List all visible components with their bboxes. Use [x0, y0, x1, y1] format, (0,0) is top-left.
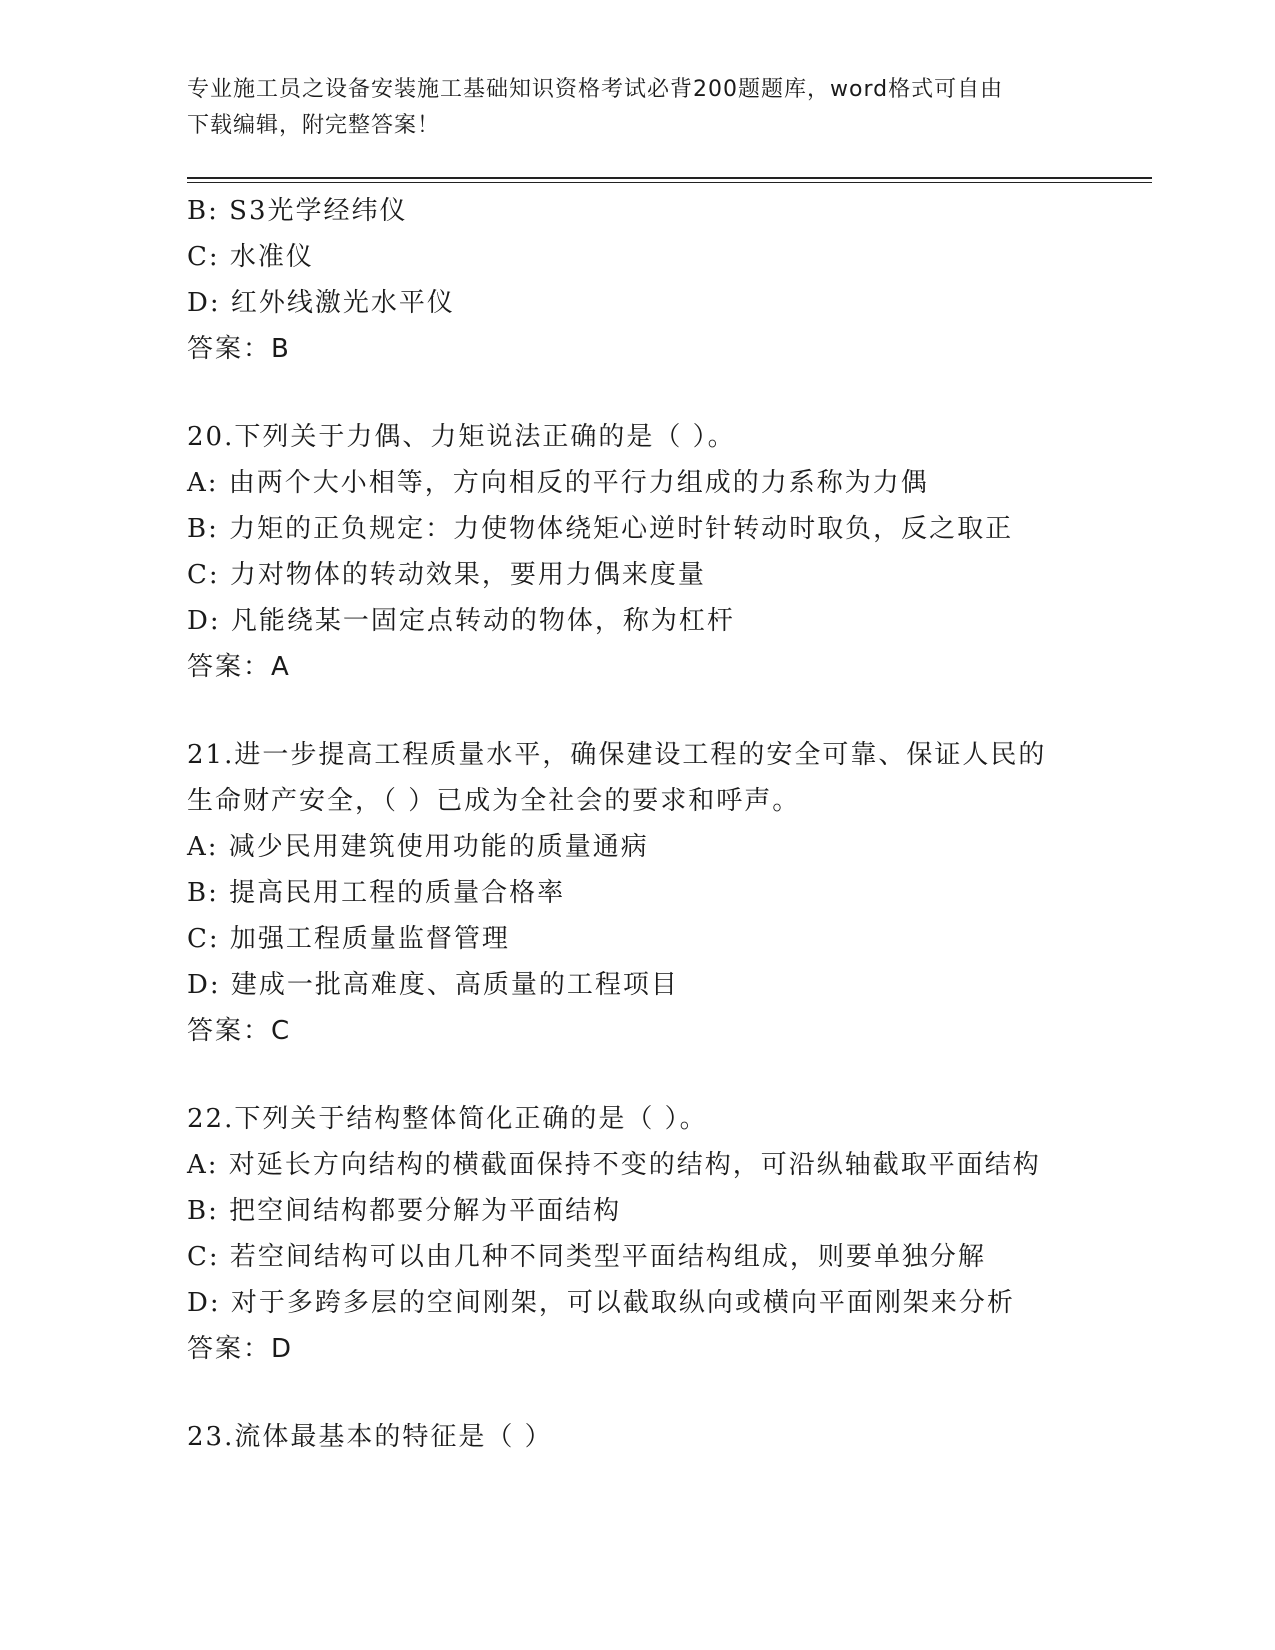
option-c: C: 加强工程质量监督管理 [187, 924, 510, 954]
question-list [187, 188, 1152, 1460]
option-b: B: S3光学经纬仪 [187, 196, 408, 226]
option-c: C: 力对物体的转动效果，要用力偶来度量 [187, 560, 706, 590]
header-line-2: 下载编辑，附完整答案！ [187, 113, 441, 138]
option-b: B: 提高民用工程的质量合格率 [187, 878, 566, 908]
answer-line: 答案：B [187, 334, 291, 364]
option-b: B: 把空间结构都要分解为平面结构 [187, 1196, 622, 1226]
option-c: C: 若空间结构可以由几种不同类型平面结构组成，则要单独分解 [187, 1242, 986, 1272]
question-stem: 21.进一步提高工程质量水平，确保建设工程的安全可靠、保证人民的 [187, 740, 1047, 770]
question-23 [187, 1414, 1152, 1460]
question-stem: 22.下列关于结构整体简化正确的是（ ）。 [187, 1104, 708, 1134]
option-d: D: 对于多跨多层的空间刚架，可以截取纵向或横向平面刚架来分析 [187, 1288, 1015, 1318]
question-22 [187, 1096, 1152, 1372]
answer-line: 答案：C [187, 1016, 292, 1046]
option-d: D: 凡能绕某一固定点转动的物体，称为杠杆 [187, 606, 735, 636]
answer-line: 答案：D [187, 1334, 294, 1364]
header-divider [187, 177, 1152, 183]
question-stem: 23.流体最基本的特征是（ ） [187, 1422, 553, 1452]
option-a: A: 减少民用建筑使用功能的质量通病 [187, 832, 649, 862]
option-a: A: 由两个大小相等，方向相反的平行力组成的力系称为力偶 [187, 468, 929, 498]
question-19-continued [187, 188, 1152, 372]
header-line-1: 专业施工员之设备安装施工基础知识资格考试必背200题题库，word格式可自由 [187, 77, 1004, 102]
option-a: A: 对延长方向结构的横截面保持不变的结构，可沿纵轴截取平面结构 [187, 1150, 1041, 1180]
option-d: D: 红外线激光水平仪 [187, 288, 455, 318]
question-21 [187, 732, 1152, 1054]
option-d: D: 建成一批高难度、高质量的工程项目 [187, 970, 679, 1000]
answer-line: 答案：A [187, 652, 291, 682]
question-stem-continued: 生命财产安全，（ ）已成为全社会的要求和呼声。 [187, 786, 801, 816]
document-header [187, 72, 1087, 144]
option-c: C: 水准仪 [187, 242, 314, 272]
option-b: B: 力矩的正负规定：力使物体绕矩心逆时针转动时取负，反之取正 [187, 514, 1014, 544]
question-stem: 20.下列关于力偶、力矩说法正确的是（ ）。 [187, 422, 736, 452]
question-20 [187, 414, 1152, 690]
